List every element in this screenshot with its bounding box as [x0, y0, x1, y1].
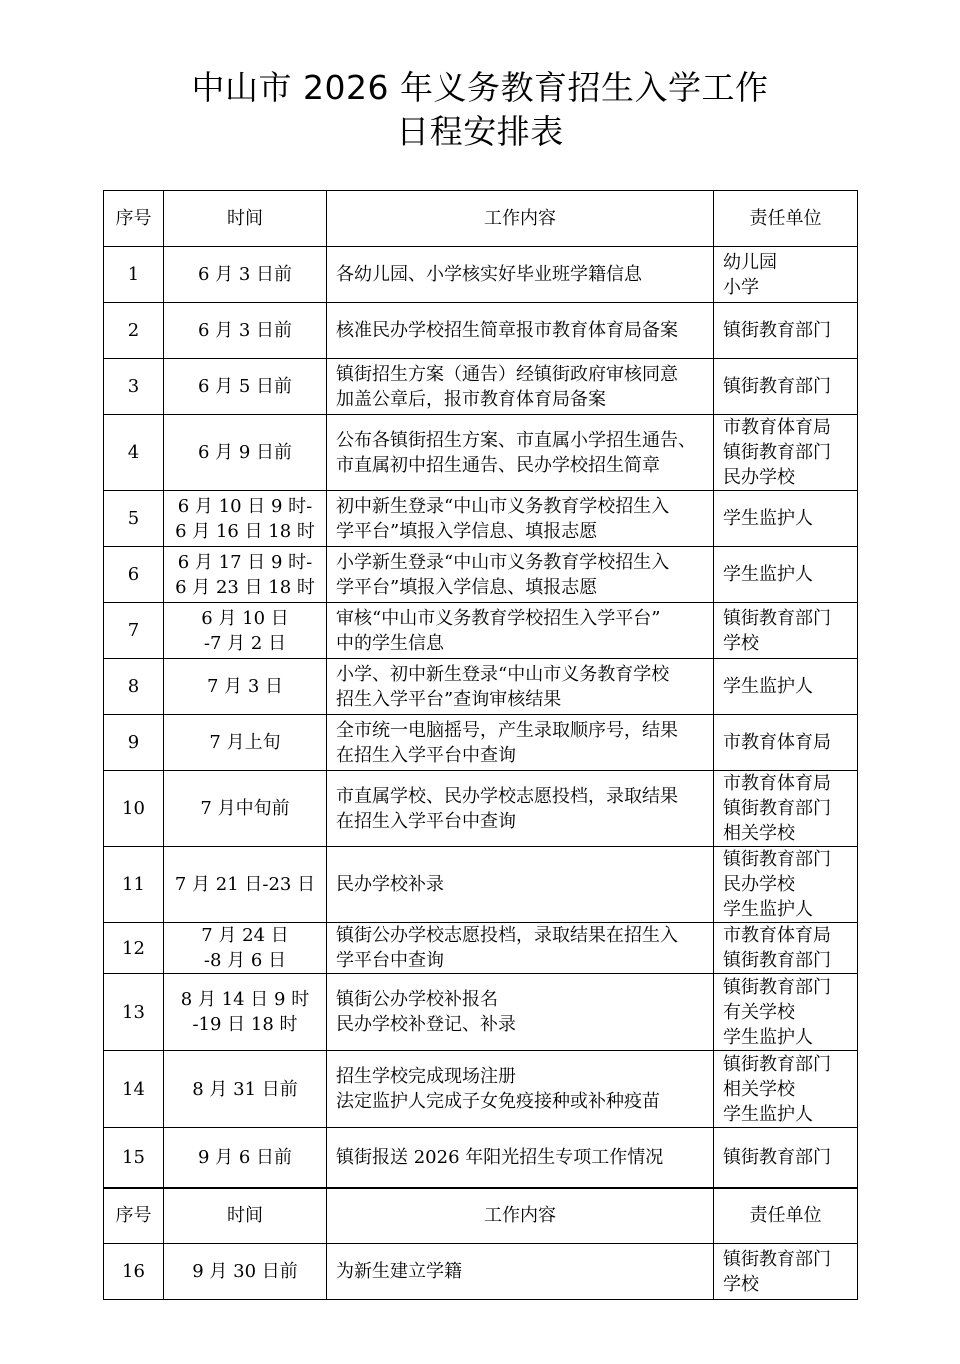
cell-no: 5 [104, 491, 164, 547]
content-line: 镇街报送 2026 年阳光招生专项工作情况 [336, 1146, 664, 1168]
table-header-row [104, 1188, 858, 1244]
cell-no: 15 [104, 1128, 164, 1188]
cell-time [164, 491, 327, 547]
cell-time [164, 547, 327, 603]
header-content: 工作内容 [327, 191, 714, 247]
content-line: 招生入学平台”查询审核结果 [336, 688, 562, 710]
unit-line: 民办学校 [723, 467, 795, 488]
cell-time [164, 1051, 327, 1128]
header-unit: 责任单位 [714, 191, 858, 247]
unit-line: 镇街教育部门 [723, 320, 831, 341]
unit-line: 小学 [723, 276, 759, 298]
table-row [104, 1244, 858, 1300]
cell-content [327, 1244, 714, 1300]
cell-no: 16 [104, 1244, 164, 1300]
cell-unit [714, 847, 858, 923]
cell-unit [714, 1051, 858, 1128]
content-line: 招生学校完成现场注册 [336, 1066, 516, 1087]
content-line: 初中新生登录“中山市义务教育学校招生入 [336, 495, 670, 517]
time-line: 6 月 16 日 18 时 [175, 520, 315, 542]
table-row [104, 359, 858, 415]
unit-line: 镇街教育部门 [723, 442, 831, 463]
cell-content [327, 415, 714, 491]
time-line: 6 月 3 日前 [197, 264, 293, 285]
cell-no: 12 [104, 923, 164, 974]
content-line: 为新生建立学籍 [336, 1261, 462, 1282]
cell-no: 9 [104, 715, 164, 771]
cell-unit [714, 359, 858, 415]
unit-line: 民办学校 [723, 874, 795, 895]
content-line: 小学、初中新生登录“中山市义务教育学校 [336, 663, 670, 685]
cell-content [327, 303, 714, 359]
unit-line: 镇街教育部门 [723, 376, 831, 397]
cell-content [327, 359, 714, 415]
unit-line: 镇街教育部门 [723, 1053, 831, 1075]
cell-unit [714, 303, 858, 359]
header-time: 时间 [164, 1188, 327, 1244]
page-title: 中山市 2026 年义务教育招生入学工作 [191, 68, 769, 107]
cell-content [327, 491, 714, 547]
table-row [104, 247, 858, 303]
cell-no: 6 [104, 547, 164, 603]
header-unit: 责任单位 [714, 1188, 858, 1244]
content-line: 全市统一电脑摇号，产生录取顺序号，结果 [336, 719, 678, 741]
cell-content [327, 771, 714, 847]
unit-line: 镇街教育部门 [723, 607, 831, 629]
header-time: 时间 [164, 191, 327, 247]
unit-line: 镇街教育部门 [723, 1248, 831, 1270]
table-row [104, 415, 858, 491]
content-line: 民办学校补录 [336, 874, 444, 895]
cell-time [164, 715, 327, 771]
cell-unit [714, 1244, 858, 1300]
unit-line: 相关学校 [723, 1078, 795, 1100]
header-content: 工作内容 [327, 1188, 714, 1244]
cell-content [327, 247, 714, 303]
cell-time [164, 247, 327, 303]
table-row [104, 659, 858, 715]
content-line: 核准民办学校招生简章报市教育体育局备案 [336, 320, 678, 341]
cell-time [164, 1128, 327, 1188]
unit-line: 学生监护人 [723, 564, 813, 585]
content-line: 各幼儿园、小学核实好毕业班学籍信息 [336, 264, 642, 285]
unit-line: 镇街教育部门 [723, 950, 831, 971]
time-line: 6 月 23 日 18 时 [175, 576, 315, 598]
unit-line: 学生监护人 [723, 1026, 813, 1048]
content-line: 加盖公章后，报市教育体育局备案 [336, 388, 606, 410]
schedule-table [103, 190, 858, 1300]
unit-line: 市教育体育局 [723, 732, 831, 753]
table-row [104, 1128, 858, 1188]
page-subtitle: 日程安排表 [396, 112, 564, 151]
cell-no: 7 [104, 603, 164, 659]
table-row [104, 923, 858, 974]
cell-content [327, 974, 714, 1051]
time-line: 7 月上旬 [209, 732, 281, 753]
cell-content [327, 547, 714, 603]
cell-content [327, 603, 714, 659]
cell-time [164, 359, 327, 415]
cell-unit [714, 659, 858, 715]
unit-line: 幼儿园 [723, 251, 777, 273]
content-line: 镇街公办学校补报名 [336, 989, 498, 1010]
cell-unit [714, 415, 858, 491]
table-header-row [104, 191, 858, 247]
cell-content [327, 1128, 714, 1188]
unit-line: 学生监护人 [723, 508, 813, 529]
unit-line: 市教育体育局 [723, 925, 831, 946]
unit-line: 学生监护人 [723, 1103, 813, 1125]
unit-line: 学校 [723, 1273, 759, 1295]
cell-content [327, 1051, 714, 1128]
cell-unit [714, 247, 858, 303]
cell-no: 10 [104, 771, 164, 847]
content-line: 审核“中山市义务教育学校招生入学平台” [336, 607, 661, 629]
content-line: 学平台”填报入学信息、填报志愿 [336, 576, 598, 598]
cell-time [164, 603, 327, 659]
content-line: 在招生入学平台中查询 [336, 810, 516, 832]
time-line: -7 月 2 日 [203, 632, 287, 654]
table-row [104, 547, 858, 603]
time-line: 9 月 6 日前 [197, 1146, 293, 1168]
cell-unit [714, 771, 858, 847]
content-line: 镇街公办学校志愿投档，录取结果在招生入 [336, 925, 678, 946]
unit-line: 市教育体育局 [723, 773, 831, 794]
content-line: 镇街招生方案（通告）经镇街政府审核同意 [336, 363, 678, 385]
unit-line: 学生监护人 [723, 676, 813, 697]
cell-time [164, 415, 327, 491]
time-line: 6 月 10 日 [201, 607, 289, 629]
table-row [104, 771, 858, 847]
time-line: 8 月 14 日 9 时 [180, 989, 310, 1010]
cell-time [164, 303, 327, 359]
unit-line: 相关学校 [723, 823, 795, 844]
content-line: 市直属学校、民办学校志愿投档，录取结果 [336, 785, 678, 807]
table-row [104, 974, 858, 1051]
unit-line: 镇街教育部门 [723, 1146, 831, 1168]
cell-unit [714, 1128, 858, 1188]
cell-content [327, 923, 714, 974]
cell-unit [714, 603, 858, 659]
cell-unit [714, 547, 858, 603]
unit-line: 镇街教育部门 [723, 976, 831, 998]
cell-time [164, 974, 327, 1051]
content-line: 法定监护人完成子女免疫接种或补种疫苗 [336, 1091, 660, 1112]
time-line: 6 月 17 日 9 时- [177, 551, 313, 573]
header-no: 序号 [104, 1188, 164, 1244]
time-line: 6 月 10 日 9 时- [177, 495, 313, 517]
time-line: 7 月 24 日 [201, 925, 289, 946]
content-line: 中的学生信息 [336, 632, 444, 654]
time-line: 6 月 9 日前 [197, 442, 293, 463]
table-row [104, 1051, 858, 1128]
cell-no: 3 [104, 359, 164, 415]
cell-time [164, 923, 327, 974]
cell-no: 13 [104, 974, 164, 1051]
cell-unit [714, 715, 858, 771]
cell-no: 11 [104, 847, 164, 923]
unit-line: 有关学校 [723, 1001, 795, 1023]
cell-time [164, 659, 327, 715]
unit-line: 镇街教育部门 [723, 798, 831, 819]
cell-no: 1 [104, 247, 164, 303]
content-line: 民办学校补登记、补录 [336, 1014, 516, 1035]
cell-content [327, 659, 714, 715]
table-row [104, 715, 858, 771]
cell-time [164, 771, 327, 847]
content-line: 学平台”填报入学信息、填报志愿 [336, 520, 598, 542]
header-no: 序号 [104, 191, 164, 247]
time-line: 9 月 30 日前 [192, 1261, 298, 1282]
time-line: 7 月 3 日 [206, 676, 284, 697]
cell-unit [714, 491, 858, 547]
unit-line: 学生监护人 [723, 899, 813, 920]
time-line: 8 月 31 日前 [192, 1078, 298, 1100]
cell-no: 8 [104, 659, 164, 715]
cell-no: 2 [104, 303, 164, 359]
cell-unit [714, 974, 858, 1051]
unit-line: 镇街教育部门 [723, 849, 831, 870]
cell-unit [714, 923, 858, 974]
time-line: 6 月 5 日前 [197, 376, 293, 397]
unit-line: 学校 [723, 632, 759, 654]
content-line: 市直属初中招生通告、民办学校招生简章 [336, 454, 660, 476]
cell-time [164, 1244, 327, 1300]
table-row [104, 847, 858, 923]
unit-line: 市教育体育局 [723, 417, 831, 438]
time-line: 7 月 21 日-23 日 [174, 874, 316, 895]
content-line: 在招生入学平台中查询 [336, 744, 516, 766]
cell-content [327, 847, 714, 923]
time-line: -8 月 6 日 [203, 950, 287, 971]
cell-content [327, 715, 714, 771]
cell-time [164, 847, 327, 923]
time-line: -19 日 18 时 [192, 1014, 298, 1035]
table-row [104, 491, 858, 547]
table-row [104, 303, 858, 359]
time-line: 6 月 3 日前 [197, 320, 293, 341]
content-line: 公布各镇街招生方案、市直属小学招生通告、 [336, 429, 696, 451]
content-line: 小学新生登录“中山市义务教育学校招生入 [336, 551, 670, 573]
content-line: 学平台中查询 [336, 950, 444, 971]
cell-no: 4 [104, 415, 164, 491]
cell-no: 14 [104, 1051, 164, 1128]
table-row [104, 603, 858, 659]
time-line: 7 月中旬前 [200, 798, 290, 819]
